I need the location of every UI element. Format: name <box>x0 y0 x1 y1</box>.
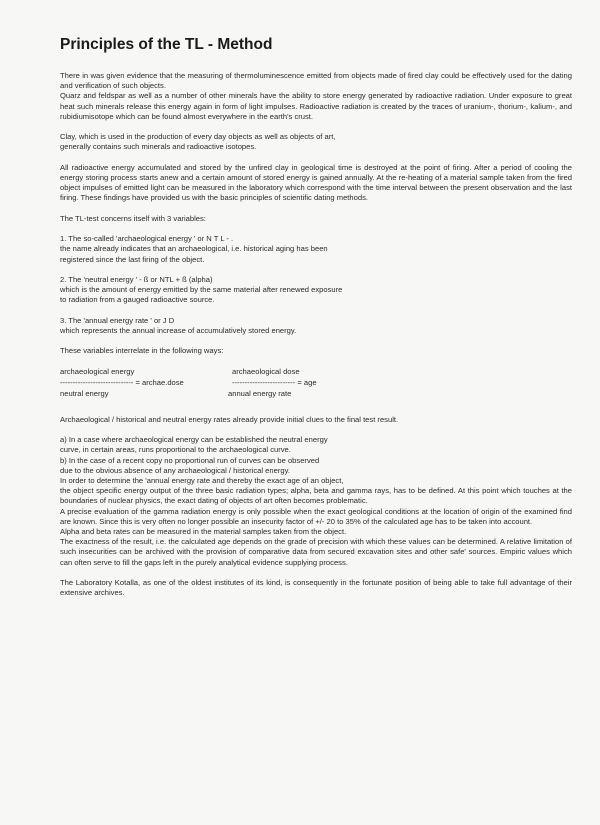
intro-sentence-1: There in was given evidence that the measuring of thermoluminescence emitted from objects made of fired clay could be effectively used for the dating and verification of such objects. <box>60 71 572 91</box>
laboratory-text: The Laboratory Kotalla, as one of the oldest institutes of its kind, is consequently in the fortunate position of being able to take full advantage of their extensive archives. <box>60 577 572 598</box>
clay-line-1: Clay, which is used in the production of every day objects as well as objects of art, <box>60 132 336 142</box>
formula-1-numerator: archaeological energy <box>60 366 135 376</box>
variables-intro: The TL-test concerns itself with 3 variables: <box>60 213 206 223</box>
formula-2-numerator: archaeological dose <box>232 366 300 376</box>
clay-line-2: generally contains such minerals and radioactive isotopes. <box>60 142 257 152</box>
alpha-beta-text: Alpha and beta rates can be measured in the material samples taken from the object. <box>60 526 347 536</box>
case-b-line-2: due to the obvious absence of any archaeological / historical energy. <box>60 465 290 475</box>
variable-1-heading: 1. The so-called 'archaeological energy ' or N T L - . <box>60 234 234 244</box>
variable-1-line-2: the name already indicates that an archaeological, i.e. historical aging has been <box>60 244 328 254</box>
variable-2-heading: 2. The 'neutral energy ' - ß or NTL + ß (alpha) <box>60 274 213 284</box>
variable-1-line-3: registered since the last firing of the object. <box>60 254 205 264</box>
annual-rate-line: In order to determine the 'annual energy rate and thereby the exact age of an object, <box>60 475 344 485</box>
variable-3 <box>60 316 572 336</box>
intro-sentence-2: Quarz and feldspar as well as a number of other minerals have the ability to store energy generated by radioactive radiation. Under exposure to great heat such minerals release this energy again in form of light impulses. Radioactive radiation is created by the traces of uranium-, thorium-, kalium-, and rubidiumisotope which can be found almost everywhere in the earth's crust. <box>60 91 572 121</box>
variable-3-heading: 3. The 'annual energy rate ' or J D <box>60 315 175 325</box>
document-body <box>60 71 572 609</box>
formula-1-fraction-bar: ----------------------------- = archae.dose <box>60 377 184 387</box>
variable-2 <box>60 275 572 306</box>
interrelate-text: These variables interrelate in the following ways: <box>60 346 224 356</box>
case-b-line-1: b) In the case of a recent copy no proportional run of curves can be observed <box>60 455 320 465</box>
formulas <box>60 367 572 407</box>
formula-2-denominator: annual energy rate <box>228 388 292 398</box>
intro-paragraph <box>60 71 572 122</box>
case-a-line-1: a) In a case where archaeological energy can be established the neutral energy <box>60 435 328 445</box>
variable-2-line-2: which is the amount of energy emitted by the same material after renewed exposure <box>60 285 343 295</box>
gamma-text: A precise evaluation of the gamma radiation energy is only possible when the exact geological conditions at the location of origin of the examined find are known. Since this is very often no longer possible an insecurity factor of +/- 20 to 35% of the calculated age has to be taken into account. <box>60 506 572 526</box>
variable-2-line-3: to radiation from a gauged radioactive source. <box>60 295 215 305</box>
energy-paragraph: All radioactive energy accumulated and stored by the unfired clay in geological time is destroyed at the point of firing. After a period of cooling the energy storing process starts anew and a certain amount of stored energy is gained annually. At the re-heating of a material sample taken from the fired object impulses of emitted light can be measured in the laboratory which correspond with the time interval between the present observation and the last firing. These findings have provided us with the basic principles of scientific dating methods. <box>60 162 572 203</box>
radiation-types-text: the object specific energy output of the three basic radiation types; alpha, beta and gamma rays, has to be defined. At this point which touches at the boundaries of nuclear physics, the exact dating of objects of art often becomes problematic. <box>60 486 572 506</box>
variable-3-line-2: which represents the annual increase of accumulatively stored energy. <box>60 325 297 335</box>
clues-text: Archaeological / historical and neutral energy rates already provide initial clues to the final test result. <box>60 414 399 424</box>
clay-paragraph <box>60 132 572 152</box>
variable-1 <box>60 234 572 265</box>
formula-1-denominator: neutral energy <box>60 388 109 398</box>
case-a-line-2: curve, in certain areas, runs proportional to the archaeological curve. <box>60 445 291 455</box>
cases-block <box>60 435 572 568</box>
page-title: Principles of the TL - Method <box>60 36 273 53</box>
formula-2-fraction-bar: ------------------------- = age <box>232 377 317 387</box>
exactness-text: The exactness of the result, i.e. the calculated age depends on the grade of precision with which these values can be determined. A relative limitation of such insecurities can be archived with the provision of comparative data from secured excavation sites and other safe' sources. Empiric values which can often serve to fill the gaps left in the purely analytical evidence supplying process. <box>60 537 572 567</box>
